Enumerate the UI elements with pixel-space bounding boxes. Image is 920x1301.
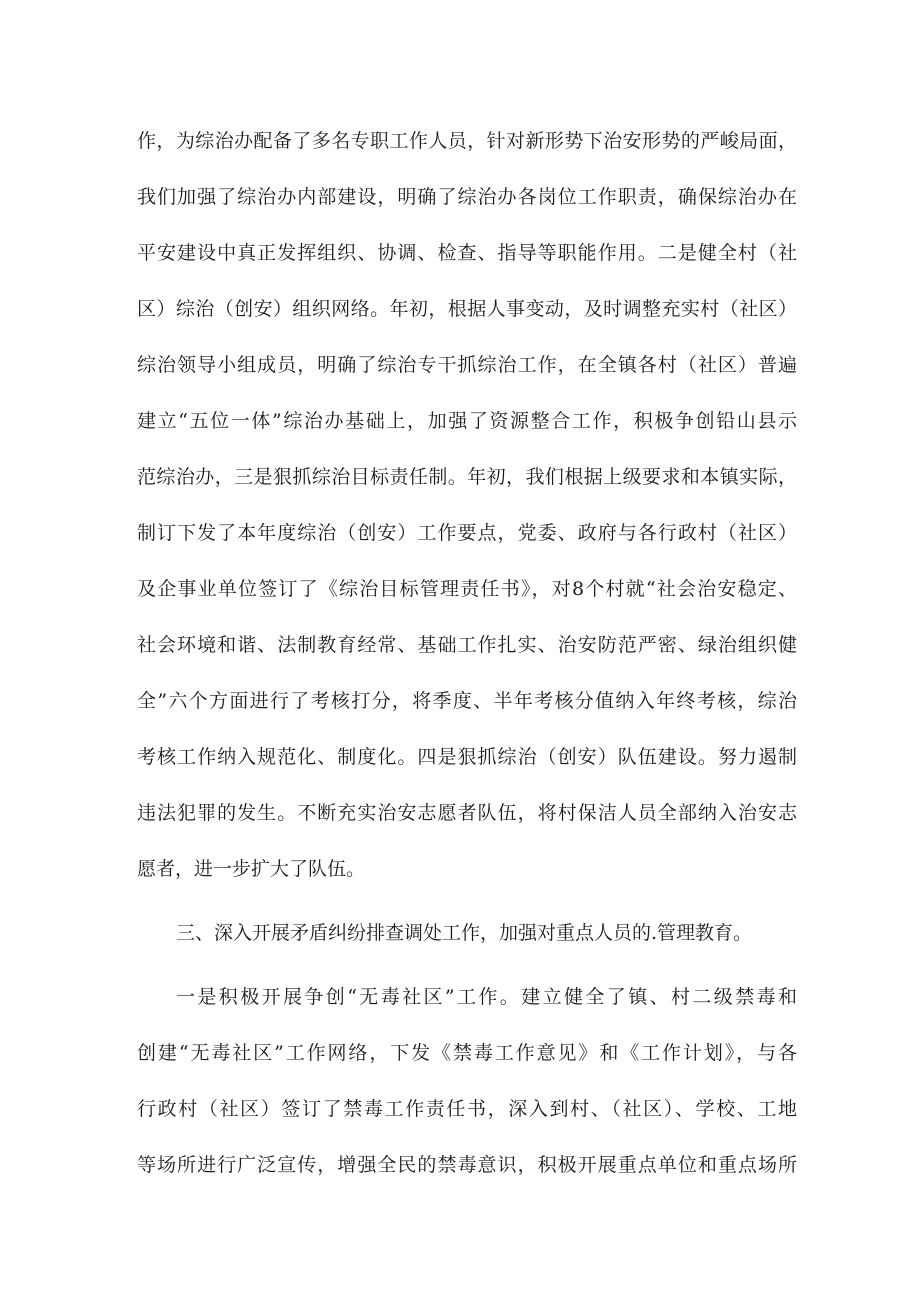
paragraph-line: 范综治办，三是狠抓综治目标责任制。年初，我们根据上级要求和本镇实际， xyxy=(137,466,797,488)
paragraph-line: 行政村（社区）签订了禁毒工作责任书，深入到村、（社区）、学校、工地 xyxy=(137,1098,797,1120)
paragraph-line: 平安建设中真正发挥组织、协调、检查、指导等职能作用。二是健全村（社 xyxy=(137,242,797,264)
section-heading: 三、深入开展矛盾纠纷排查调处工作，加强对重点人员的.管理教育。 xyxy=(176,922,753,944)
paragraph-line: 一是积极开展争创“无毒社区”工作。建立健全了镇、村二级禁毒和 xyxy=(176,986,797,1008)
paragraph-line: 创建“无毒社区”工作网络，下发《禁毒工作意见》和《工作计划》，与各 xyxy=(137,1042,797,1064)
paragraph-line: 综治领导小组成员，明确了综治专干抓综治工作，在全镇各村（社区）普遍 xyxy=(137,354,797,376)
paragraph-line: 我们加强了综治办内部建设，明确了综治办各岗位工作职责，确保综治办在 xyxy=(137,186,797,208)
paragraph-line: 考核工作纳入规范化、制度化。四是狠抓综治（创安）队伍建设。努力遏制 xyxy=(137,746,797,768)
paragraph-line: 全”六个方面进行了考核打分，将季度、半年考核分值纳入年终考核，综治 xyxy=(137,690,797,712)
paragraph-line: 区）综治（创安）组织网络。年初，根据人事变动，及时调整充实村（社区） xyxy=(137,298,797,320)
paragraph-line: 社会环境和谐、法制教育经常、基础工作扎实、治安防范严密、绿治组织健 xyxy=(137,634,797,656)
paragraph-line: 等场所进行广泛宣传，增强全民的禁毒意识，积极开展重点单位和重点场所 xyxy=(137,1154,797,1176)
paragraph-line: 作，为综治办配备了多名专职工作人员，针对新形势下治安形势的严峻局面， xyxy=(137,130,797,152)
paragraph-line: 制订下发了本年度综治（创安）工作要点，党委、政府与各行政村（社区） xyxy=(137,522,797,544)
paragraph-line: 及企事业单位签订了《综治目标管理责任书》，对8个村就“社会治安稳定、 xyxy=(137,578,797,600)
paragraph-line: 愿者，进一步扩大了队伍。 xyxy=(137,858,366,880)
paragraph-line: 建立“五位一体”综治办基础上，加强了资源整合工作，积极争创铅山县示 xyxy=(137,410,797,432)
paragraph-line: 违法犯罪的发生。不断充实治安志愿者队伍，将村保洁人员全部纳入治安志 xyxy=(137,802,797,824)
